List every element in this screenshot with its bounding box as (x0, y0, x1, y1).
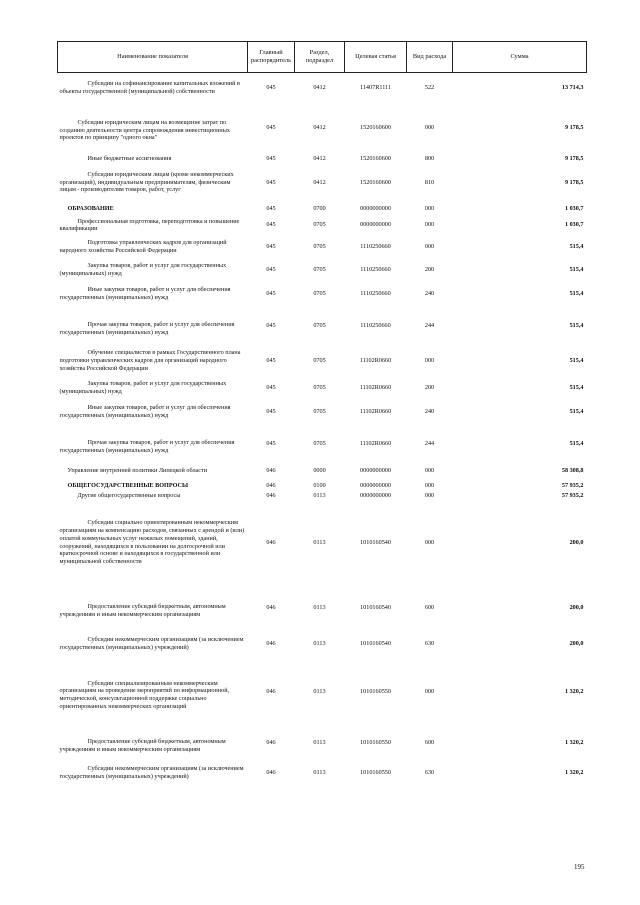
table-row (58, 759, 587, 787)
grbs-cell: 045 (266, 357, 276, 365)
target-article-cell: 1010160540 (360, 640, 391, 648)
grbs-cell: 045 (266, 221, 276, 229)
amount-cell: 9 178,5 (564, 178, 584, 186)
grbs-cell: 045 (266, 83, 276, 91)
indicator-name-cell: Закупка товаров, работ и услуг для государственных (муниципальных) нужд (59, 380, 227, 396)
section-cell: 0705 (313, 384, 326, 392)
indicator-name-cell: Субсидии юридическим лицам на возмещение затрат по созданию деятельности центра сопровождения инвестиционных проектов по принципу "одного окна" (59, 118, 230, 142)
expense-type-cell: 200 (424, 384, 435, 392)
indicator-name-cell: Предоставление субсидий бюджетным, автономным учреждениям и иным некоммерческим организациям (59, 737, 226, 753)
table-row (58, 280, 587, 307)
target-article-cell: 1110250660 (360, 289, 391, 297)
indicator-name-cell: Субсидии социально ориентированным некоммерческим организациям на компенсацию расходов, связанных с арендой и (или) оплатой коммунальных услуг нежилых помещений, зданий, сооружений, находящихся в пользовании на долгосрочной или краткосрочной основе и находящихся в государственной или муниципальной собственности (59, 519, 245, 566)
grbs-cell: 045 (266, 154, 276, 162)
target-article-cell: 1520160600 (360, 154, 391, 162)
grbs-cell: 045 (266, 407, 276, 415)
header-grbs: Главный распорядитель (248, 42, 295, 73)
grbs-cell: 046 (266, 640, 276, 648)
expense-type-cell: 000 (424, 538, 435, 546)
amount-cell: 200,0 (569, 538, 584, 546)
expense-type-cell: 200 (424, 266, 435, 274)
expense-type-cell: 000 (424, 205, 435, 213)
indicator-name-cell: Управление внутренней политики Липецкой области (67, 467, 208, 475)
section-cell: 0113 (313, 688, 326, 696)
amount-cell: 1 030,7 (564, 205, 584, 213)
target-article-cell: 0000000000 (360, 491, 391, 499)
amount-cell: 1 320,2 (564, 769, 584, 777)
expense-type-cell: 000 (424, 221, 435, 229)
indicator-name-cell: Прочая закупка товаров, работ и услуг для обеспечения государственных (муниципальных) нужд (59, 438, 235, 454)
table-row (58, 73, 587, 103)
amount-cell: 9 178,5 (564, 123, 584, 131)
expense-type-cell: 000 (424, 481, 435, 489)
grbs-cell: 045 (266, 178, 276, 186)
indicator-name-cell: Субсидии юридическим лицам (кроме некоммерческих организаций), индивидуальным предпринимателям, физическим лицам - производителям товаров, работ, услуг (59, 170, 234, 194)
expense-type-cell: 000 (424, 467, 435, 475)
table-row (58, 398, 587, 425)
grbs-cell: 046 (266, 769, 276, 777)
grbs-cell: 046 (266, 738, 276, 746)
section-cell: 0412 (313, 123, 326, 131)
target-article-cell: 0000000000 (360, 481, 391, 489)
target-article-cell: 11102R0660 (359, 407, 392, 415)
table-header-row (58, 42, 587, 73)
expense-type-cell: 630 (424, 769, 435, 777)
indicator-name-cell: ОБЩЕГОСУДАРСТВЕННЫЕ ВОПРОСЫ (67, 481, 189, 489)
section-cell: 0705 (313, 439, 326, 447)
amount-cell: 515,4 (569, 407, 584, 415)
table-row (58, 480, 587, 491)
indicator-name-cell: Иные закупки товаров, работ и услуг для обеспечения государственных (муниципальных) нужд (59, 285, 231, 301)
expense-type-cell: 600 (424, 738, 435, 746)
table-row (58, 260, 587, 280)
expense-type-cell: 810 (424, 178, 435, 186)
table-row (58, 201, 587, 218)
indicator-name-cell: Предоставление субсидий бюджетным, автономным учреждениям и иным некоммерческим организациям (59, 602, 226, 618)
header-expense-type: Вид расхода (407, 42, 453, 73)
table-row (58, 103, 587, 153)
amount-cell: 58 308,8 (561, 467, 584, 475)
target-article-cell: 11102R0660 (359, 384, 392, 392)
amount-cell: 515,4 (569, 384, 584, 392)
table-row (58, 165, 587, 201)
amount-cell: 9 178,5 (564, 154, 584, 162)
section-cell: 0705 (313, 266, 326, 274)
header-section: Раздел, подраздел (295, 42, 345, 73)
target-article-cell: 1110250660 (360, 242, 391, 250)
target-article-cell: 11407R1111 (359, 83, 392, 91)
target-article-cell: 11102R0660 (359, 357, 392, 365)
target-article-cell: 1110250660 (360, 321, 391, 329)
amount-cell: 515,4 (569, 321, 584, 329)
indicator-name-cell: Субсидии некоммерческим организациям (за исключением государственных (муниципальных) учреждений) (59, 765, 244, 781)
expense-type-cell: 000 (424, 688, 435, 696)
target-article-cell: 1520160600 (360, 123, 391, 131)
page-number: 195 (574, 863, 585, 871)
section-cell: 0113 (313, 640, 326, 648)
target-article-cell: 1110250660 (360, 266, 391, 274)
table-row (58, 153, 587, 165)
expense-type-cell: 000 (424, 123, 435, 131)
amount-cell: 200,0 (569, 603, 584, 611)
grbs-cell: 045 (266, 266, 276, 274)
indicator-name-cell: Субсидии некоммерческим организациям (за исключением государственных (муниципальных) учреждений) (59, 636, 244, 652)
amount-cell: 200,0 (569, 640, 584, 648)
grbs-cell: 045 (266, 289, 276, 297)
amount-cell: 515,4 (569, 266, 584, 274)
section-cell: 0100 (313, 481, 326, 489)
grbs-cell: 045 (266, 242, 276, 250)
expense-type-cell: 000 (424, 357, 435, 365)
indicator-name-cell: Иные бюджетные ассигнования (87, 154, 172, 162)
indicator-name-cell: Обучение специалистов в рамках Государственного плана подготовки управленческих кадров для организаций народного хозяйства Российской Федерации (59, 349, 241, 372)
table-row (58, 630, 587, 658)
expense-type-cell: 240 (424, 407, 435, 415)
grbs-cell: 045 (266, 384, 276, 392)
amount-cell: 1 320,2 (564, 738, 584, 746)
budget-table (57, 41, 587, 787)
table-row (58, 491, 587, 500)
section-cell: 0113 (313, 769, 326, 777)
indicator-name-cell: Подготовка управленческих кадров для организаций народного хозяйства Российской Федерации (59, 238, 227, 254)
table-row (58, 726, 587, 759)
grbs-cell: 045 (266, 205, 276, 213)
target-article-cell: 1520160600 (360, 178, 391, 186)
target-article-cell: 1010160550 (360, 688, 391, 696)
expense-type-cell: 244 (424, 439, 435, 447)
indicator-name-cell: Прочая закупка товаров, работ и услуг для обеспечения государственных (муниципальных) нужд (59, 320, 235, 336)
amount-cell: 1 030,7 (564, 221, 584, 229)
target-article-cell: 1010160540 (360, 538, 391, 546)
table-row (58, 462, 587, 480)
grbs-cell: 046 (266, 688, 276, 696)
table-row (58, 500, 587, 585)
indicator-name-cell: ОБРАЗОВАНИЕ (67, 205, 114, 213)
amount-cell: 515,4 (569, 357, 584, 365)
amount-cell: 515,4 (569, 242, 584, 250)
section-cell: 0412 (313, 154, 326, 162)
section-cell: 0412 (313, 83, 326, 91)
section-cell: 0700 (313, 205, 326, 213)
amount-cell: 1 320,2 (564, 688, 584, 696)
amount-cell: 57 935,2 (561, 481, 584, 489)
expense-type-cell: 522 (424, 83, 435, 91)
expense-type-cell: 000 (424, 242, 435, 250)
expense-type-cell: 800 (424, 154, 435, 162)
grbs-cell: 045 (266, 439, 276, 447)
grbs-cell: 046 (266, 467, 276, 475)
section-cell: 0412 (313, 178, 326, 186)
section-cell: 0705 (313, 242, 326, 250)
expense-type-cell: 630 (424, 640, 435, 648)
section-cell: 0705 (313, 407, 326, 415)
target-article-cell: 11102R0660 (359, 439, 392, 447)
expense-type-cell: 240 (424, 289, 435, 297)
expense-type-cell: 600 (424, 603, 435, 611)
indicator-name-cell: Субсидии на софинансирование капитальных вложений в объекты государственной (муниципальной) собственности (59, 79, 240, 95)
indicator-name-cell: Субсидии специализированным некоммерческим организациям на проведение мероприятий по информационной, методической, консультационной поддержке социально ориентированных некоммерческих организаций (59, 679, 230, 710)
amount-cell: 57 935,2 (561, 491, 584, 499)
header-name: Наименование показателя (58, 42, 248, 73)
grbs-cell: 045 (266, 321, 276, 329)
amount-cell: 13 714,3 (561, 83, 584, 91)
grbs-cell: 046 (266, 491, 276, 499)
amount-cell: 515,4 (569, 439, 584, 447)
table-row (58, 585, 587, 630)
target-article-cell: 1010160540 (360, 603, 391, 611)
section-cell: 0705 (313, 357, 326, 365)
indicator-name-cell: Другие общегосударственные вопросы (77, 491, 181, 499)
expense-type-cell: 000 (424, 491, 435, 499)
target-article-cell: 1010160550 (360, 738, 391, 746)
target-article-cell: 1010160550 (360, 769, 391, 777)
section-cell: 0000 (313, 467, 326, 475)
target-article-cell: 0000000000 (360, 467, 391, 475)
target-article-cell: 0000000000 (360, 221, 391, 229)
section-cell: 0705 (313, 321, 326, 329)
grbs-cell: 046 (266, 603, 276, 611)
target-article-cell: 0000000000 (360, 205, 391, 213)
header-amount: Сумма (453, 42, 587, 73)
table-row (58, 658, 587, 726)
indicator-name-cell: Закупка товаров, работ и услуг для государственных (муниципальных) нужд (59, 262, 227, 278)
indicator-name-cell: Иные закупки товаров, работ и услуг для обеспечения государственных (муниципальных) нужд (59, 403, 231, 419)
table-row (58, 218, 587, 234)
section-cell: 0113 (313, 603, 326, 611)
section-cell: 0705 (313, 289, 326, 297)
section-cell: 0113 (313, 738, 326, 746)
table-row (58, 307, 587, 344)
amount-cell: 515,4 (569, 289, 584, 297)
table-row (58, 425, 587, 462)
section-cell: 0113 (313, 538, 326, 546)
grbs-cell: 045 (266, 123, 276, 131)
table-row (58, 233, 587, 260)
section-cell: 0113 (313, 491, 326, 499)
grbs-cell: 046 (266, 538, 276, 546)
header-target-article: Целевая статья (345, 42, 407, 73)
expense-type-cell: 244 (424, 321, 435, 329)
indicator-name-cell: Профессиональная подготовка, переподготовка и повышение квалификации (59, 217, 240, 233)
section-cell: 0705 (313, 221, 326, 229)
table-row (58, 378, 587, 398)
grbs-cell: 046 (266, 481, 276, 489)
table-row (58, 344, 587, 378)
